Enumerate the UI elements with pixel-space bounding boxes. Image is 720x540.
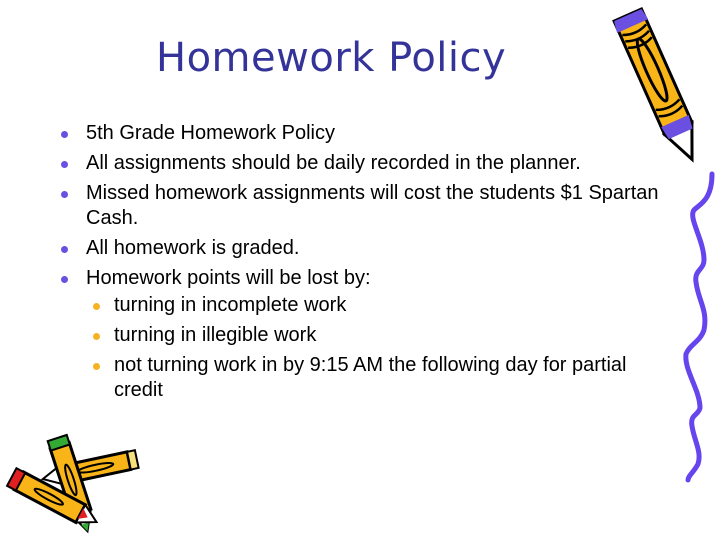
sub-bullet-item [86,293,670,318]
crossed-pencils-icon [0,430,150,540]
bullet-dot-icon [61,191,68,198]
bullet-text: 5th Grade Homework Policy [86,122,335,144]
bullet-item [60,181,670,231]
bullet-text: All homework is graded. [86,237,300,259]
bullet-dot-icon [61,276,68,283]
bullet-text: Missed homework assignments will cost the students $1 Spartan Cash. [86,182,659,229]
sub-bullet-item [86,353,670,403]
bullet-list [60,121,670,408]
bullet-item [60,266,670,403]
bullet-dot-icon [61,246,68,253]
sub-bullet-text: not turning work in by 9:15 AM the following day for partial credit [114,354,627,401]
bullet-text: Homework points will be lost by: [86,267,371,289]
sub-bullet-text: turning in incomplete work [114,294,347,316]
sub-bullet-list [86,293,670,403]
sub-bullet-text: turning in illegible work [114,324,317,346]
pencil-icon [600,0,720,175]
bullet-dot-icon [61,161,68,168]
sub-bullet-item [86,323,670,348]
bullet-dot-icon [93,333,100,340]
slide-title: Homework Policy [156,35,507,81]
bullet-item [60,151,670,176]
bullet-item [60,236,670,261]
bullet-text: All assignments should be daily recorded in the planner. [86,152,581,174]
bullet-dot-icon [61,131,68,138]
wavy-line-icon [660,160,720,520]
bullet-item [60,121,670,146]
bullet-dot-icon [93,363,100,370]
bullet-dot-icon [93,303,100,310]
